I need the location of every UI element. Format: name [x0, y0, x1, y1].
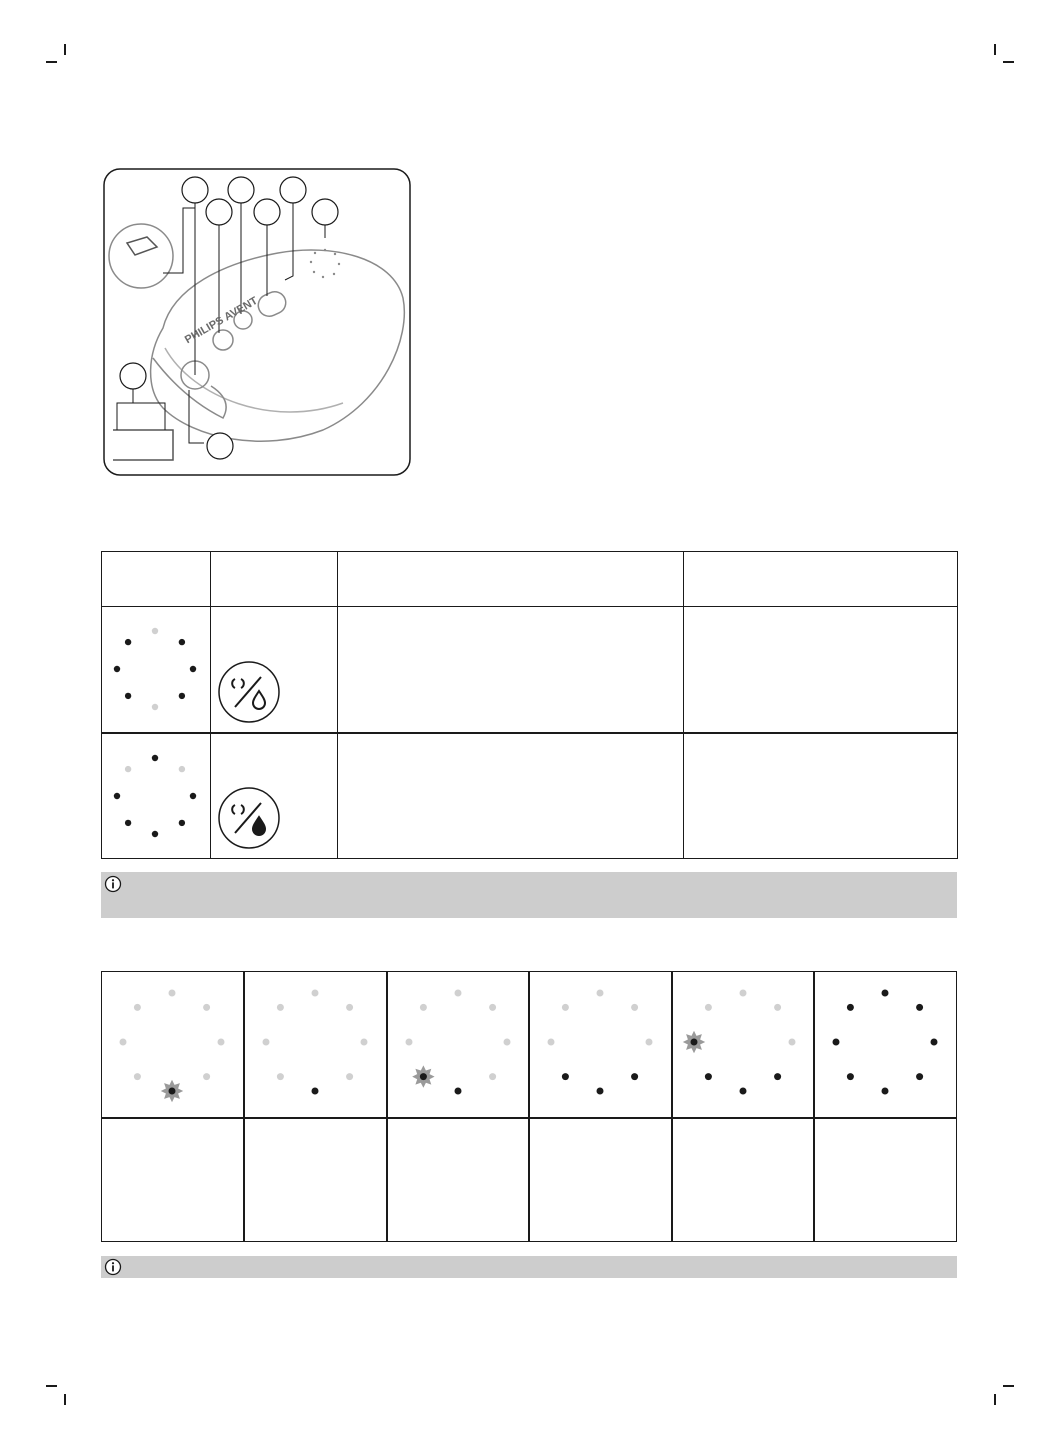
led-on: [454, 1088, 461, 1095]
led-on: [152, 755, 158, 761]
crop-mark: [994, 44, 996, 55]
led-on: [114, 666, 120, 672]
led-off: [203, 1004, 210, 1011]
table-row: [102, 1118, 957, 1242]
light-ring-icon: [245, 972, 386, 1117]
step-illustration-cell: [529, 972, 672, 1119]
led-on: [931, 1039, 938, 1046]
led-on: [833, 1039, 840, 1046]
led-off: [169, 990, 176, 997]
table-header-row: [102, 552, 958, 607]
led-on: [125, 820, 131, 826]
crop-mark: [64, 1394, 66, 1405]
table-row: [102, 733, 958, 859]
led-on: [847, 1073, 854, 1080]
notes-cell: [684, 607, 958, 734]
header-cell: [102, 552, 211, 607]
expression-mode-filled-icon: [211, 734, 337, 858]
led-on: [739, 1088, 746, 1095]
led-on: [125, 693, 131, 699]
led-off: [134, 1004, 141, 1011]
led-off: [277, 1004, 284, 1011]
crop-mark: [64, 44, 66, 55]
mode-icon-cell: [211, 733, 338, 859]
led-off: [739, 990, 746, 997]
crop-mark: [1003, 61, 1014, 63]
led-off: [419, 1004, 426, 1011]
led-on: [774, 1073, 781, 1080]
mode-icon-cell: [211, 607, 338, 734]
crop-mark: [46, 1385, 57, 1387]
step-label-cell: [102, 1118, 245, 1242]
light-ring-icon: [530, 972, 671, 1117]
step-illustration-cell: [672, 972, 815, 1119]
step-label-cell: [672, 1118, 815, 1242]
led-on: [179, 693, 185, 699]
led-on: [312, 1088, 319, 1095]
step-illustration-cell: [387, 972, 530, 1119]
crop-mark: [46, 61, 57, 63]
led-on: [114, 793, 120, 799]
led-off: [405, 1039, 412, 1046]
led-off: [503, 1039, 510, 1046]
led-off: [312, 990, 319, 997]
led-on: [179, 820, 185, 826]
led-off: [361, 1039, 368, 1046]
notes-cell: [684, 733, 958, 859]
light-ring-icon: [102, 972, 243, 1117]
info-icon: [104, 875, 122, 893]
light-ring-cell: [102, 607, 211, 734]
led-off: [346, 1004, 353, 1011]
header-cell: [338, 552, 684, 607]
led-on: [704, 1073, 711, 1080]
device-illustration: [103, 168, 411, 476]
led-off: [125, 766, 131, 772]
light-ring-icon: [673, 972, 814, 1117]
led-on: [179, 639, 185, 645]
expression-mode-icon: [211, 607, 337, 731]
led-on: [847, 1004, 854, 1011]
step-illustration-cell: [244, 972, 387, 1119]
led-off: [179, 766, 185, 772]
led-off: [562, 1004, 569, 1011]
step-illustration-cell: [102, 972, 245, 1119]
led-on: [631, 1073, 638, 1080]
description-cell: [338, 733, 684, 859]
led-off: [704, 1004, 711, 1011]
led-off: [788, 1039, 795, 1046]
led-status-table: [101, 551, 958, 859]
led-off: [203, 1073, 210, 1080]
led-on: [916, 1004, 923, 1011]
led-off: [152, 704, 158, 710]
step-label-cell: [814, 1118, 957, 1242]
led-off: [263, 1039, 270, 1046]
led-off: [134, 1073, 141, 1080]
led-on: [190, 793, 196, 799]
light-ring-icon: [102, 734, 210, 858]
led-blinking: [169, 1088, 176, 1095]
led-off: [346, 1073, 353, 1080]
led-on: [125, 639, 131, 645]
led-off: [454, 990, 461, 997]
led-off: [646, 1039, 653, 1046]
led-off: [548, 1039, 555, 1046]
charging-sequence-table: [101, 971, 957, 1242]
led-on: [882, 990, 889, 997]
led-off: [774, 1004, 781, 1011]
led-off: [489, 1004, 496, 1011]
led-on: [152, 831, 158, 837]
light-ring-cell: [102, 733, 211, 859]
led-off: [120, 1039, 127, 1046]
light-ring-icon: [102, 607, 210, 731]
led-blinking: [419, 1073, 426, 1080]
description-cell: [338, 607, 684, 734]
led-on: [916, 1073, 923, 1080]
led-on: [597, 1088, 604, 1095]
led-off: [489, 1073, 496, 1080]
crop-mark: [994, 1394, 996, 1405]
header-cell: [211, 552, 338, 607]
step-illustration-cell: [814, 972, 957, 1119]
step-label-cell: [244, 1118, 387, 1242]
info-note: [101, 872, 957, 918]
info-note: [101, 1256, 957, 1278]
brand-text: PHILIPS AVENT: [182, 294, 260, 347]
led-off: [597, 990, 604, 997]
crop-mark: [1003, 1385, 1014, 1387]
led-off: [152, 628, 158, 634]
led-on: [562, 1073, 569, 1080]
table-row: [102, 972, 957, 1119]
info-icon: [104, 1258, 122, 1276]
led-on: [882, 1088, 889, 1095]
header-cell: [684, 552, 958, 607]
led-blinking: [690, 1039, 697, 1046]
light-ring-icon: [815, 972, 956, 1117]
step-label-cell: [529, 1118, 672, 1242]
led-on: [190, 666, 196, 672]
led-off: [218, 1039, 225, 1046]
step-label-cell: [387, 1118, 530, 1242]
led-off: [631, 1004, 638, 1011]
led-off: [277, 1073, 284, 1080]
light-ring-icon: [388, 972, 529, 1117]
table-row: [102, 607, 958, 734]
